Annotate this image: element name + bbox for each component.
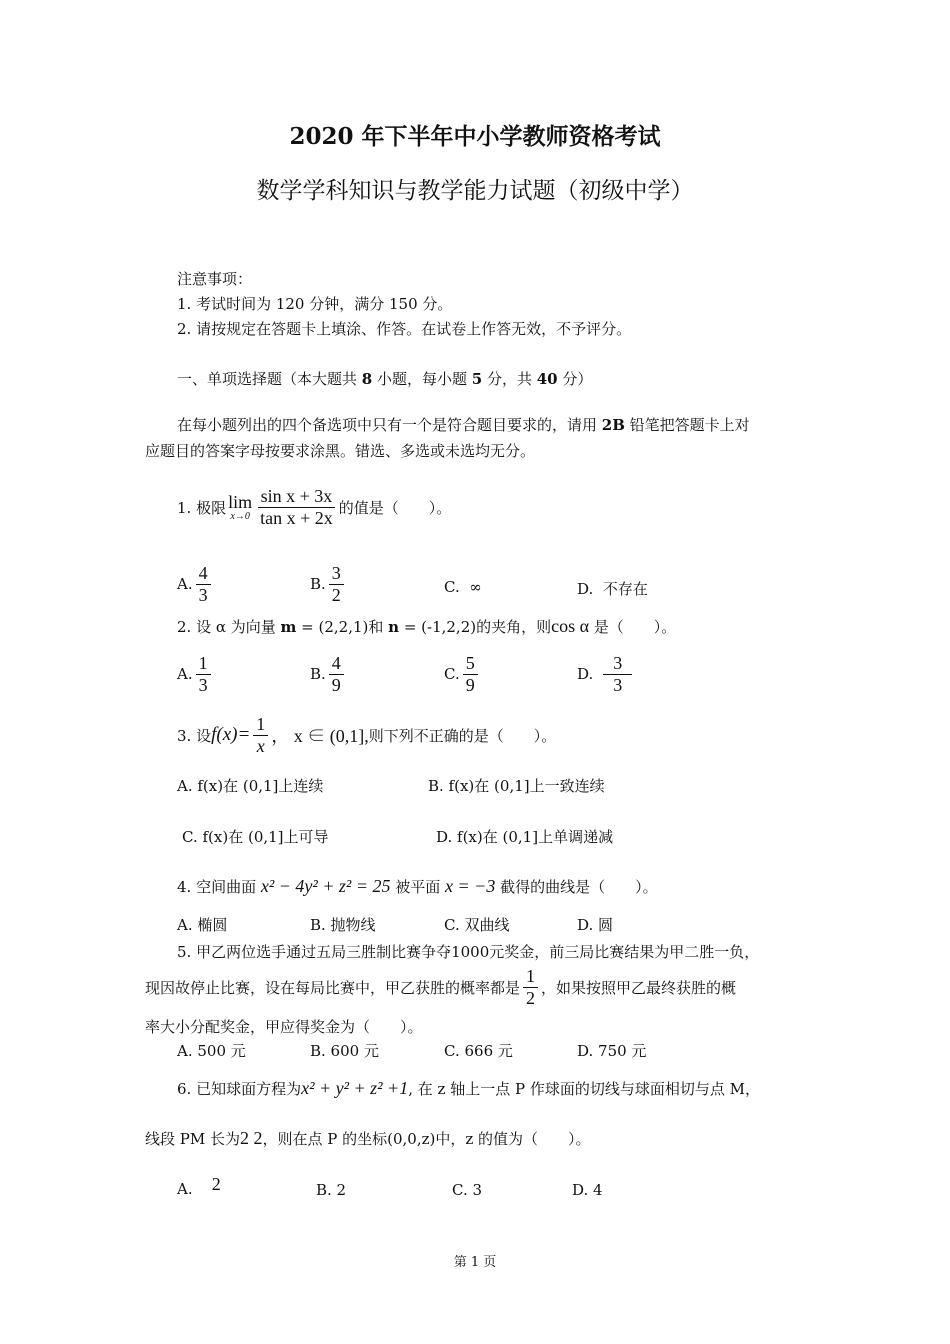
q5-option-b[interactable]: B. 600 元 bbox=[310, 1042, 379, 1060]
q1-option-c[interactable]: C. ∞ bbox=[444, 578, 482, 596]
section-heading: 一、单项选择题（本大题共 8 小题，每小题 5 分，共 40 分） bbox=[177, 370, 593, 388]
question-5-line3: 率大小分配奖金，甲应得奖金为（ ）。 bbox=[145, 1018, 423, 1036]
q2-option-c[interactable]: C. $\frac{5}{9}$ bbox=[444, 653, 481, 695]
question-5-line2: 现因故停止比赛，设在每局比赛中，甲乙获胜的概率都是 $\frac{1}{2}$ ，如果按照甲乙最终获胜的概 bbox=[145, 966, 737, 1008]
question-4: 4. 空间曲面 x² − 4y² + z² = 25 被平面 x = −3 截得的曲线是（ ）。 bbox=[177, 876, 658, 896]
q3-option-b[interactable]: B. f(x)在 (0,1]上一致连续 bbox=[428, 777, 605, 795]
q4-option-b[interactable]: B. 抛物线 bbox=[310, 916, 376, 934]
title-line1: 2020 年下半年中小学教师资格考试 bbox=[289, 123, 661, 150]
q4-option-d[interactable]: D. 圆 bbox=[577, 916, 614, 934]
q1-option-d[interactable]: D. 不存在 bbox=[577, 580, 648, 598]
notice-item-1: 1. 考试时间为 120 分钟，满分 150 分。 bbox=[177, 295, 453, 313]
q2-option-b[interactable]: B. $\frac{4}{9}$ bbox=[310, 653, 347, 695]
q3-option-d[interactable]: D. f(x)在 (0,1]上单调递减 bbox=[436, 828, 614, 846]
q4-option-c[interactable]: C. 双曲线 bbox=[444, 916, 510, 934]
question-6-line2: 线段 PM 长为2 2，则在点 P 的坐标(0,0,z)中，z 的值为（ ）。 bbox=[145, 1128, 591, 1148]
q2-option-a[interactable]: A. $\frac{1}{3}$ bbox=[177, 653, 214, 695]
q4-option-a[interactable]: A. 椭圆 bbox=[177, 916, 228, 934]
q3-option-c[interactable]: C. f(x)在 (0,1]上可导 bbox=[182, 828, 329, 846]
q1-option-b[interactable]: B. $\frac{3}{2}$ bbox=[310, 563, 347, 605]
q2-option-d[interactable]: D. $\frac{3}{3}$ bbox=[577, 653, 635, 695]
limit-symbol: lim x→0 bbox=[228, 491, 253, 522]
q6-option-d[interactable]: D. 4 bbox=[572, 1181, 603, 1199]
question-5-line1: 5. 甲乙两位选手通过五局三胜制比赛争夺1000元奖金，前三局比赛结果为甲二胜一负， bbox=[177, 943, 760, 961]
title-line2: 数学学科知识与教学能力试题（初级中学） bbox=[256, 178, 694, 204]
question-1: 1. 极限 lim x→0 $\frac{\text{sin x + 3x}}{\text{tan x + 2x}}$ 的值是（ ）。 bbox=[177, 486, 452, 528]
question-3: 3. 设 f(x)= $\frac{1}{x}$ ， x ∈ (0,1], 则下列不正确的是（ ）。 bbox=[177, 714, 557, 756]
q1-option-a[interactable]: A. $\frac{4}{3}$ bbox=[177, 563, 214, 605]
notice-item-2: 2. 请按规定在答题卡上填涂、作答。在试卷上作答无效，不予评分。 bbox=[177, 320, 632, 338]
section-instructions-line2: 应题目的答案字母按要求涂黑。错选、多选或未选均无分。 bbox=[145, 442, 536, 460]
q6-option-b[interactable]: B. 2 bbox=[316, 1181, 347, 1199]
page-footer: 第 1 页 bbox=[453, 1255, 497, 1270]
question-6-line1: 6. 已知球面方程为x² + y² + z² +1, 在 z 轴上一点 P 作球面的切线与球面相切与点 M， bbox=[177, 1078, 760, 1098]
q5-option-a[interactable]: A. 500 元 bbox=[177, 1042, 246, 1060]
question-2: 2. 设 α 为向量 m = (2,2,1)和 n = (-1,2,2)的夹角，则cos α 是（ ）。 bbox=[177, 616, 677, 636]
notice-heading: 注意事项： bbox=[177, 270, 253, 288]
q3-option-a[interactable]: A. f(x)在 (0,1]上连续 bbox=[177, 777, 324, 795]
q5-option-d[interactable]: D. 750 元 bbox=[577, 1042, 647, 1060]
q6-option-a[interactable]: A. 2 bbox=[177, 1174, 221, 1198]
section-instructions-line1: 在每小题列出的四个备选项中只有一个是符合题目要求的，请用 2B 铅笔把答题卡上对 bbox=[177, 416, 750, 434]
q1-fraction: $\frac{\text{sin x + 3x}}{\text{tan x + 2x}}$ bbox=[257, 486, 336, 528]
q6-option-c[interactable]: C. 3 bbox=[452, 1181, 483, 1199]
q5-option-c[interactable]: C. 666 元 bbox=[444, 1042, 513, 1060]
